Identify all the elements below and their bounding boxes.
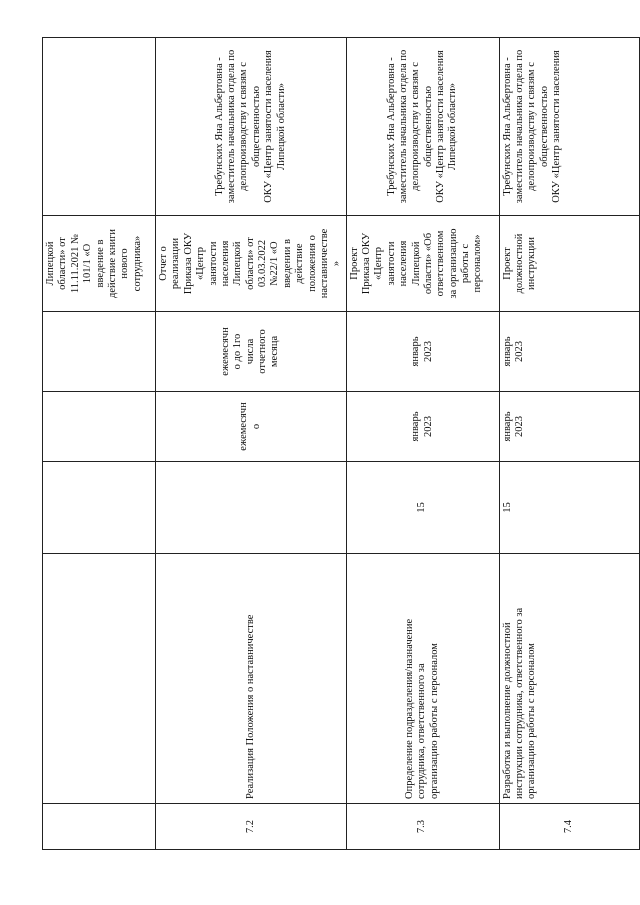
task-text: Разработка и выполнение должностной инструкции сотрудника, ответственного за организацию работы с персоналом: [499, 554, 639, 804]
term-days: [156, 462, 347, 554]
end-date: январь 2023: [499, 312, 639, 392]
responsible-person: Требунских Яна Альбертовна - заместитель начальника отдела по делопроизводству и связям с общественностью ОКУ «Центр занятости населения: [499, 38, 639, 216]
start-date: ежемесячн о: [156, 392, 347, 462]
row-number: 7.4: [499, 804, 639, 850]
responsible-person: Требунских Яна Альбертовна - заместитель начальника отдела по делопроизводству и связям с общественностью ОКУ «Центр занятости населения Липецкой области»: [156, 38, 347, 216]
table-row: [43, 38, 156, 850]
term-days: 15: [346, 462, 499, 554]
responsible-person: [43, 38, 156, 216]
result-document: Проект должностной инструкции: [499, 216, 639, 312]
start-date: январь 2023: [499, 392, 639, 462]
start-date: январь 2023: [346, 392, 499, 462]
table-row: [156, 38, 347, 850]
table-row: [346, 38, 499, 850]
row-number: 7.2: [156, 804, 347, 850]
result-document: Отчет о реализации Приказа ОКУ «Центр занятости населения Липецкой области» от 03.03.2022 №22/1 «О введении в действие положения о наставничестве »: [156, 216, 347, 312]
plan-table: [42, 37, 640, 850]
task-text: Реализация Положения о наставничестве: [156, 554, 347, 804]
term-days: [43, 462, 156, 554]
row-number: 7.3: [346, 804, 499, 850]
term-days: 15: [499, 462, 639, 554]
row-number: [43, 804, 156, 850]
end-date: [43, 312, 156, 392]
responsible-person: Требунских Яна Альбертовна - заместитель начальника отдела по делопроизводству и связям с общественностью ОКУ «Центр занятости населения Липецкой области»: [346, 38, 499, 216]
start-date: [43, 392, 156, 462]
task-text: [43, 554, 156, 804]
task-text: Определение подразделения/назначение сотрудника, ответственного за организацию работы с персоналом: [346, 554, 499, 804]
end-date: ежемесячн о до 1го числа отчетного месяца: [156, 312, 347, 392]
result-document: Проект Приказа ОКУ «Центр занятости населения Липецкой области» «Об ответственном за организацию работы с персоналом»: [346, 216, 499, 312]
end-date: январь 2023: [346, 312, 499, 392]
table-row: [499, 38, 639, 850]
result-document: Липецкой области» от 11.11.2021 № 101/1 «О введение в действие книги нового сотрудника»: [43, 216, 156, 312]
